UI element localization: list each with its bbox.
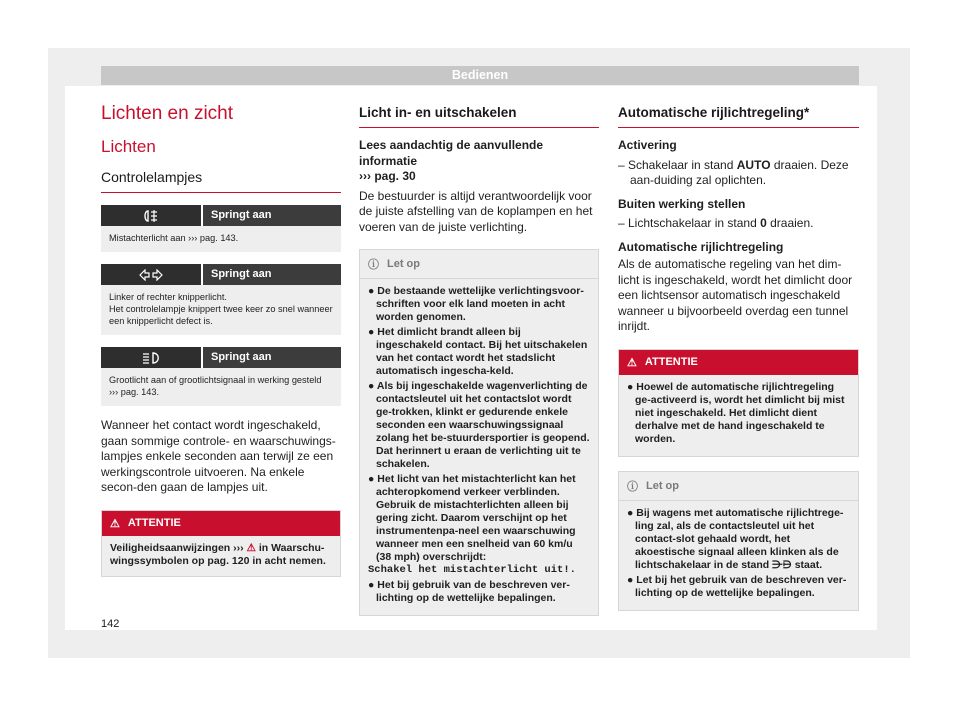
warning-box xyxy=(101,510,341,577)
lamp-label: Springt aan xyxy=(203,205,341,226)
lamp-desc-line: Het controlelampje knippert twee keer zo snel wanneer een knipperlicht defect is. xyxy=(109,304,333,326)
column-auto-light xyxy=(618,96,859,611)
high-beam-icon xyxy=(101,347,201,368)
activation-step: – Schakelaar in stand AUTO draaien. Deze aan-duiding zal oplichten. xyxy=(618,157,849,187)
intro-paragraph: Wanneer het contact wordt ingeschakeld, gaan sommige controle- en waarschuwings-lampjes enkele seconden aan terwijl ze een werkingscontrole uitvoeren. Na enkele secon-den gaan de lampjes uit. xyxy=(101,418,336,494)
lamp-description xyxy=(101,368,341,406)
note-item: ● Let bij het gebruik van de beschreven ver-lichting op de wettelijke bepalingen. xyxy=(627,573,847,599)
warning-text: ● Hoewel de automatische rijlichtregeling ge-activeerd is, wordt het dimlicht bij mist niet ingeschakeld. Het dimlicht dient derhalve met de hand ingeschakeld te worden. xyxy=(627,380,845,445)
column-light-switch xyxy=(359,96,599,616)
parking-light-icon: ⋺⋻ xyxy=(772,558,792,571)
lamp-description xyxy=(101,226,341,252)
section-title: Licht in- en uitschakelen xyxy=(359,96,599,128)
lamp-label: Springt aan xyxy=(203,347,341,368)
note-box xyxy=(359,249,599,616)
chapter-title: Lichten en zicht xyxy=(101,103,234,124)
section-title: Automatische rijlichtregeling* xyxy=(618,96,859,128)
subheading-activation: Activering xyxy=(618,138,677,152)
note-title: Let op xyxy=(646,479,679,492)
warning-title: ATTENTIE xyxy=(127,517,181,529)
note-header xyxy=(619,472,858,501)
note-item: ● Het dimlicht brandt alleen bij ingeschakeld contact. Bij het uitschakelen van het contact wordt het stadslicht automatisch ingescha-keld. xyxy=(368,326,588,377)
lamp-row-fog xyxy=(101,205,341,252)
warning-text xyxy=(102,536,340,576)
running-header: Bedienen xyxy=(101,66,859,85)
note-box xyxy=(618,471,859,611)
warning-box xyxy=(618,349,859,457)
lamp-row-turn xyxy=(101,264,341,335)
info-reference xyxy=(359,138,599,185)
info-text: Lees aandachtig de aanvullende informatie xyxy=(359,138,544,168)
note-list xyxy=(360,279,598,615)
lamp-desc-line: Grootlicht aan of grootlichtsignaal in werking gesteld ››› pag. 143. xyxy=(109,375,322,397)
rear-fog-light-icon xyxy=(101,205,201,226)
warning-text-b: in Waarschu-wingssymbolen op pag. 120 in acht nemen. xyxy=(110,541,326,567)
warning-header xyxy=(102,511,340,536)
driver-paragraph: De bestuurder is altijd verantwoordelijk voor de juiste afstelling van de koplampen en het voeren van de juiste verlichting. xyxy=(359,188,593,234)
lamp-description xyxy=(101,285,341,335)
note-item: ● Als bij ingeschakelde wagenverlichting de contactsleutel uit het contactslot wordt ge-trokken, klinkt er gedurende enkele seconden een waarschuwingssignaal zolang het be-stuurdersportier is geopend. Dat herinnert u eraan de verlichting uit te schakelen. xyxy=(368,380,590,470)
auto-paragraph: Als de automatische regeling van het dim-licht is ingeschakeld, wordt het dimlicht door een lichtsensor automatisch ingeschakeld wanneer u bijvoorbeeld overdag een tunnel inrijdt. xyxy=(618,257,853,333)
note-list xyxy=(619,501,858,610)
subheading-deactivate: Buiten werking stellen xyxy=(618,196,746,211)
section-heading: Controlelampjes xyxy=(101,168,341,193)
warning-icon: ⚠ xyxy=(246,541,256,554)
note-item: ● Het bij gebruik van de beschreven ver-lichting op de wettelijke bepalingen. xyxy=(368,579,570,604)
note-header xyxy=(360,250,598,279)
lamp-desc-line: Linker of rechter knipperlicht. xyxy=(109,292,227,302)
warning-icon: ⚠ xyxy=(110,517,120,530)
note-item: ● Het licht van het mistachterlicht kan het achteropkomend verkeer verblinden. Gebruik de mistachterlichten alleen bij gering zicht. Daarom verschijnt op het instrumentenpa-neel een waarschuwing wanneer men een snelheid van 60 km/u (38 mph) overschrijdt: Schakel het mistachterlicht uit!. xyxy=(368,473,590,577)
mono-message: Schakel het mistachterlicht uit!. xyxy=(368,564,576,576)
lamp-desc-line: Mistachterlicht aan ››› pag. 143. xyxy=(109,233,239,243)
warning-icon: ⚠ xyxy=(627,356,637,369)
chapter-subtitle: Lichten xyxy=(101,137,156,156)
warning-header xyxy=(619,350,858,375)
warning-text-a: Veiligheidsaanwijzingen ››› xyxy=(110,541,244,554)
page-number: 142 xyxy=(101,618,120,630)
lamp-row-highbeam xyxy=(101,347,341,406)
note-item: ● Bij wagens met automatische rijlichtrege-ling zal, als de contactsleutel uit het contact-slot gehaald wordt, het akoestische signaal alleen klinken als de lichtschakelaar in de stand ⋺⋻ staat. xyxy=(627,506,844,571)
turn-signal-icon xyxy=(101,264,201,285)
warning-title: ATTENTIE xyxy=(644,356,698,368)
auto-symbol: AUTO xyxy=(736,157,771,172)
note-title: Let op xyxy=(387,258,420,270)
column-lights xyxy=(101,96,341,577)
note-item: ● De bestaande wettelijke verlichtingsvoor-schriften voor elk land moeten in acht worden genomen. xyxy=(368,285,584,323)
subheading-auto: Automatische rijlichtregeling xyxy=(618,239,784,254)
info-icon: ⓘ xyxy=(368,259,379,271)
deactivate-step: – Lichtschakelaar in stand 0 draaien. xyxy=(618,216,814,230)
off-symbol: 0 xyxy=(760,216,767,230)
page-reference-link[interactable]: ››› pag. 30 xyxy=(359,169,416,183)
info-icon: ⓘ xyxy=(627,480,638,493)
lamp-label: Springt aan xyxy=(203,264,341,285)
